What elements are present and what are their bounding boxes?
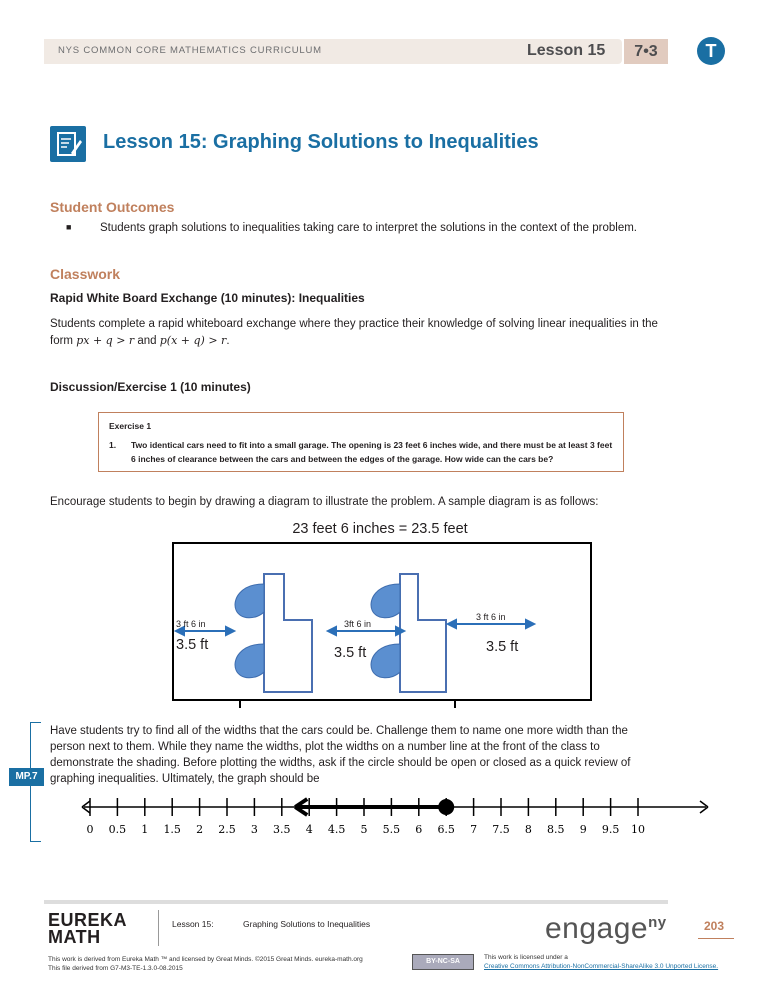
- bullet-icon: ■: [66, 222, 72, 232]
- rwbe-heading: Rapid White Board Exchange (10 minutes): Inequalities: [50, 291, 365, 305]
- footer-derivation: This work is derived from Eureka Math ™ and licensed by Great Minds. ©2015 Great Minds. eureka-math.org This file derived from G7-M3-TE-1.3.0-08.2015: [48, 956, 363, 972]
- exercise-text: Two identical cars need to fit into a small garage. The opening is 23 feet 6 inches wide, and there must be at least 3 feet 6 inches of clearance between the cars and between the edges of the garage. How wide can the cars be?: [131, 440, 613, 464]
- creative-commons-badge: BY-NC-SA: [412, 954, 474, 970]
- right-clearance-value: 3.5 ft: [486, 639, 519, 655]
- inequality-form-1: px + q > r: [76, 334, 135, 347]
- graph-text-line4: graphing inequalities. Ultimately, the graph should be: [50, 773, 320, 785]
- number-line-label: 4: [305, 823, 313, 836]
- diagram-intro: Encourage students to begin by drawing a diagram to illustrate the problem. A sample diagram is as follows:: [50, 496, 599, 508]
- number-line-label: 9: [579, 823, 587, 836]
- page-number: 203: [704, 919, 725, 933]
- header-lesson: Lesson 15: [527, 42, 606, 59]
- license-text: This work is licensed under a Creative Commons Attribution-NonCommercial-ShareAlike 3.0 Unported License.: [484, 954, 719, 970]
- engageny-logo: engage$^{ny}$: [545, 912, 667, 945]
- number-line-label: 7.5: [492, 823, 510, 836]
- number-line-label: 8: [524, 823, 532, 836]
- number-line-label: 0: [86, 823, 94, 836]
- diagram-title: 23 feet 6 inches = 23.5 feet: [292, 521, 468, 537]
- rwbe-text-line2: form px + q > r and p(x + q) > r.: [50, 334, 230, 347]
- graph-text-line3: demonstrate the shading. Before plotting the widths, ask if the circle should be open or closed as a quick review of: [50, 757, 631, 769]
- garage-diagram: [170, 540, 594, 712]
- number-line-label: 5.5: [382, 823, 401, 836]
- student-outcomes-heading: Student Outcomes: [50, 199, 175, 215]
- number-line-label: 3.5: [273, 823, 291, 836]
- number-line-label: 5: [360, 823, 368, 836]
- graph-text-line2: person next to them. While they name the widths, plot the widths on a number line at the front of the class to: [50, 741, 600, 753]
- teacher-badge: T: [697, 37, 725, 65]
- discussion-heading: Discussion/Exercise 1 (10 minutes): [50, 380, 251, 394]
- left-clearance-value: 3.5 ft: [176, 637, 209, 653]
- middle-clearance-value: 3.5 ft: [334, 645, 367, 661]
- number-line: [70, 793, 710, 843]
- footer-topic: Graphing Solutions to Inequalities: [243, 919, 371, 929]
- inequality-form-2: p(x + q) > r: [159, 334, 227, 347]
- number-line-label: 8.5: [547, 823, 565, 836]
- page-title: Lesson 15: Graphing Solutions to Inequalities: [103, 131, 539, 153]
- right-clearance-label: 3 ft 6 in: [476, 612, 506, 622]
- grade-module-badge: 7•3: [624, 39, 668, 64]
- lesson-notebook-icon: [50, 126, 86, 162]
- footer-rule: [44, 900, 668, 904]
- footer-divider: [158, 910, 159, 946]
- number-line-label: 2.5: [218, 823, 236, 836]
- rwbe-text-line1: Students complete a rapid whiteboard exchange where they practice their knowledge of solving linear inequalities in the: [50, 318, 658, 330]
- number-line-label: 0.5: [108, 823, 127, 836]
- footer-lesson: Lesson 15:: [172, 919, 214, 929]
- exercise-box: [98, 412, 624, 472]
- graph-text-line1: Have students try to find all of the widths that the cars could be. Challenge them to name one more width than the: [50, 725, 628, 737]
- exercise-number: 1.: [109, 440, 117, 450]
- outcome-item: Students graph solutions to inequalities taking care to interpret the solutions in the context of the problem.: [100, 222, 637, 234]
- page-number-rule: [698, 938, 734, 939]
- eureka-math-logo: EUREKA MATH: [48, 910, 128, 947]
- number-line-label: 7: [470, 823, 478, 836]
- exercise-label: Exercise 1: [109, 421, 152, 431]
- curriculum-label: NYS COMMON CORE MATHEMATICS CURRICULUM: [58, 45, 322, 56]
- license-link[interactable]: Creative Commons Attribution-NonCommercial-ShareAlike 3.0 Unported License.: [484, 963, 719, 970]
- closed-point: [438, 799, 454, 815]
- number-line-label: 4.5: [327, 823, 346, 836]
- mp-tag: MP.7: [9, 768, 44, 786]
- number-line-label: 3: [250, 823, 258, 836]
- number-line-label: 10: [631, 823, 645, 836]
- number-line-label: 2: [196, 823, 204, 836]
- left-clearance-label: 3 ft 6 in: [176, 619, 206, 629]
- number-line-label: 1.5: [163, 823, 181, 836]
- number-line-label: 6: [415, 823, 423, 836]
- classwork-heading: Classwork: [50, 266, 121, 282]
- middle-clearance-label: 3ft 6 in: [344, 619, 372, 629]
- number-line-label: 6.5: [437, 823, 455, 836]
- number-line-label: 9.5: [601, 823, 620, 836]
- number-line-label: 1: [141, 823, 149, 836]
